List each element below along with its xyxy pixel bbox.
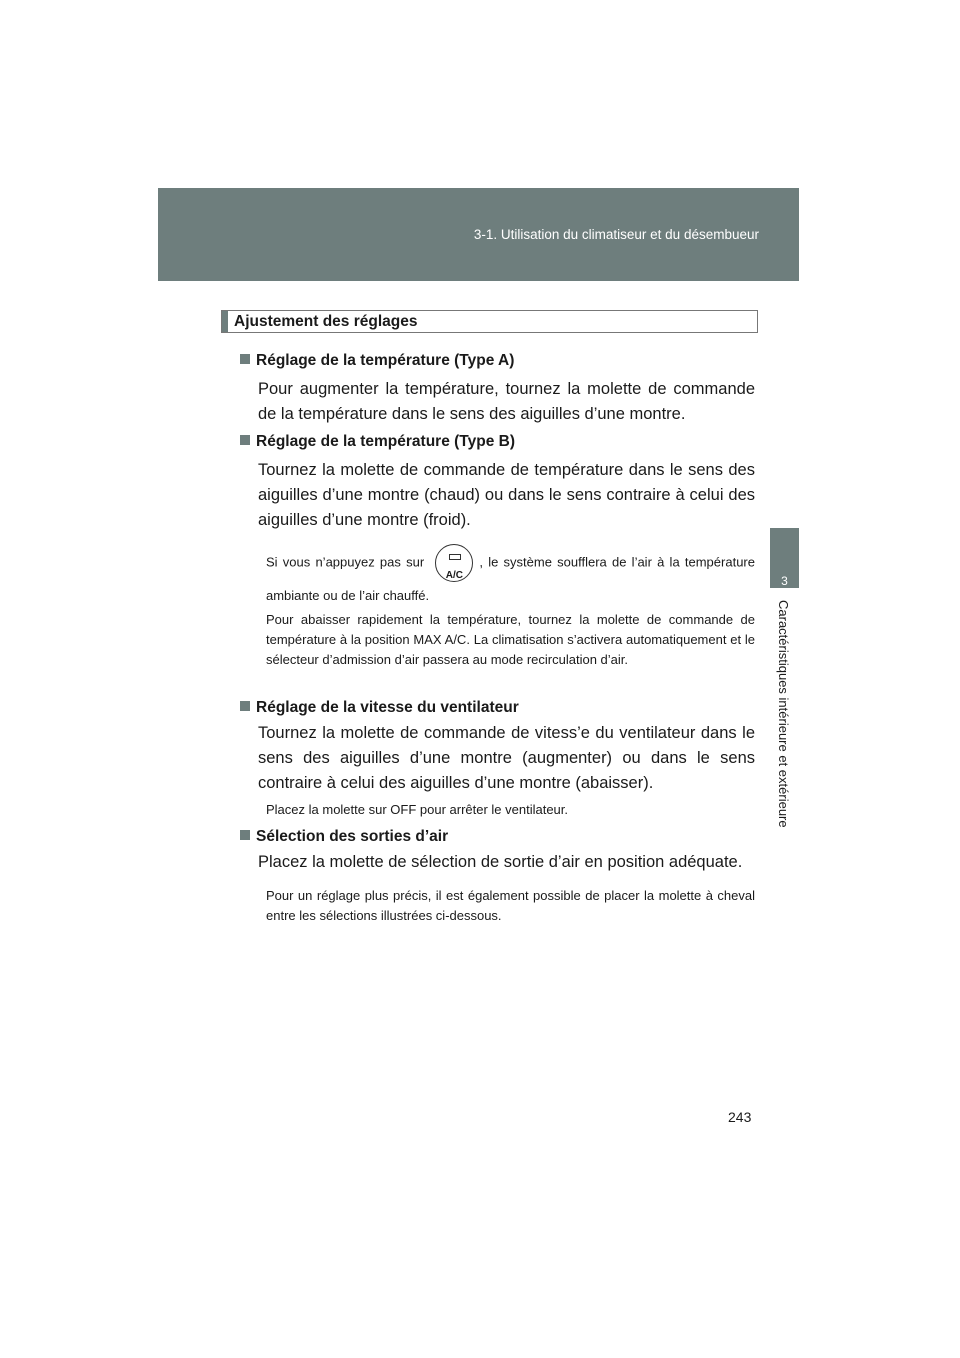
chapter-tab <box>770 528 799 588</box>
note-fan-off: Placez la molette sur OFF pour arrêter le ventilateur. <box>266 802 569 817</box>
item-body: Tournez la molette de commande de température dans le sens des aiguilles d’une montre (chaud) ou dans le sens contraire à celui des aiguilles d’une montre (froid). <box>258 461 755 529</box>
item-heading <box>240 828 448 846</box>
note-ac <box>266 544 755 610</box>
item-heading <box>240 699 519 717</box>
item-body: Tournez la molette de commande de vitess’e du ventilateur dans le sens des aiguilles d’une montre (augmenter) ou dans le sens contraire à celui des aiguilles d’une montre (abaisser). <box>258 724 755 792</box>
item-heading-text: Sélection des sorties d’air <box>256 828 449 845</box>
chapter-header <box>158 188 799 281</box>
ac-button-label: A/C <box>445 570 463 581</box>
square-bullet-icon <box>240 435 250 445</box>
item-body: Placez la molette de sélection de sortie d’air en position adéquate. <box>258 853 743 871</box>
note-ac-before: Si vous n’appuyez pas sur <box>266 554 425 570</box>
item-heading-text: Réglage de la température (Type A) <box>256 352 515 369</box>
ac-indicator-icon <box>449 554 461 560</box>
note-outlet: Pour un réglage plus précis, il est également possible de placer la molette à cheval entre les sélections illustrées ci-dessous. <box>266 888 755 923</box>
square-bullet-icon <box>240 354 250 364</box>
section-title-bar <box>221 310 758 333</box>
note-ac-after: , le système soufflera de l’air à la température ambiante ou de l’air chauffé. <box>266 554 755 603</box>
item-heading-text: Réglage de la vitesse du ventilateur <box>256 699 519 716</box>
item-heading <box>240 433 515 451</box>
section-marker <box>222 311 228 332</box>
ac-button-icon <box>435 544 473 582</box>
section-title: Ajustement des réglages <box>234 313 418 330</box>
item-heading <box>240 352 514 370</box>
chapter-label-text: Caractéristiques intérieure et extérieure <box>776 600 791 828</box>
page-number: 243 <box>728 1109 752 1125</box>
item-body: Pour augmenter la température, tournez la molette de commande de la température dans le sens des aiguilles d’une montre. <box>258 380 755 423</box>
item-heading-text: Réglage de la température (Type B) <box>256 433 515 450</box>
note-max-ac: Pour abaisser rapidement la température, tournez la molette de commande de température à la position MAX A/C. La climatisation s’activera automatiquement et le sélecteur d’admission d’air passera au mode recirculation d’air. <box>266 612 755 667</box>
square-bullet-icon <box>240 701 250 711</box>
square-bullet-icon <box>240 830 250 840</box>
chapter-tab-number: 3 <box>781 574 788 588</box>
breadcrumb: 3-1. Utilisation du climatiseur et du désembueur <box>473 227 759 242</box>
